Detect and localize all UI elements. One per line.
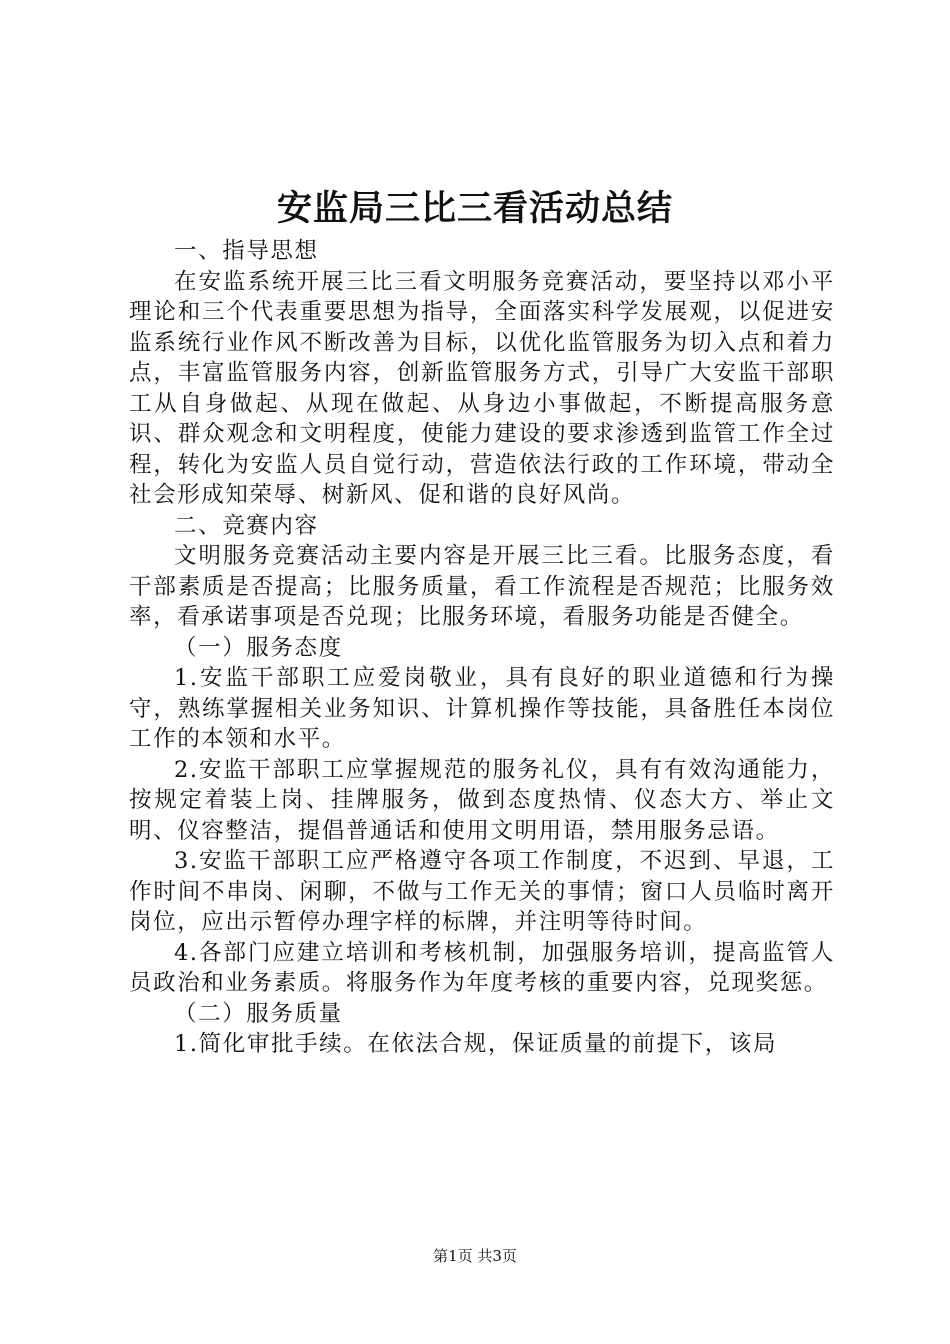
paragraph: 4.各部门应建立培训和考核机制，加强服务培训，提高监管人员政治和业务素质。将服务作为年度考核的重要内容，兑现奖惩。 — [129, 939, 835, 996]
section-heading: 一、指导思想 — [174, 238, 319, 264]
page-number: 第1页 共3页 — [433, 1247, 517, 1265]
paragraph: 1.安监干部职工应爱岗敬业，具有良好的职业道德和行为操守，熟练掌握相关业务知识、计算机操作等技能，具备胜任本岗位工作的本领和水平。 — [129, 665, 835, 752]
section-heading: 二、竞赛内容 — [174, 512, 319, 539]
subsection-heading: （二）服务质量 — [174, 1000, 343, 1027]
document-body — [129, 236, 835, 1060]
paragraph: 1.简化审批手续。在依法合规，保证质量的前提下，该局 — [174, 1031, 778, 1057]
paragraph: 文明服务竞赛活动主要内容是开展三比三看。比服务态度，看干部素质是否提高；比服务质量，看工作流程是否规范；比服务效率，看承诺事项是否兑现；比服务环境，看服务功能是否健全。 — [129, 543, 835, 630]
paragraph: 2.安监干部职工应掌握规范的服务礼仪，具有有效沟通能力，按规定着装上岗、挂牌服务，做到态度热情、仪态大方、举止文明、仪容整洁，提倡普通话和使用文明用语，禁用服务忌语。 — [129, 756, 835, 844]
subsection-heading: （一）服务态度 — [174, 634, 343, 661]
paragraph: 3.安监干部职工应严格遵守各项工作制度，不迟到、早退，工作时间不串岗、闲聊，不做与工作无关的事情；窗口人员临时离开岗位，应出示暂停办理字样的标牌，并注明等待时间。 — [129, 848, 835, 935]
paragraph: 在安监系统开展三比三看文明服务竞赛活动，要坚持以邓小平理论和三个代表重要思想为指导，全面落实科学发展观，以促进安监系统行业作风不断改善为目标，以优化监管服务为切入点和着力点，丰富监管服务内容，创新监管服务方式，引导广大安监干部职工从自身做起、从现在做起、从身边小事做起，不断提高服务意识、群众观念和文明程度，使能力建设的要求渗透到监管工作全过程，转化为安监人员自觉行动，营造依法行政的工作环境，带动全社会形成知荣辱、树新风、促和谐的良好风尚。 — [129, 268, 835, 508]
document-title: 安监局三比三看活动总结 — [276, 188, 673, 229]
